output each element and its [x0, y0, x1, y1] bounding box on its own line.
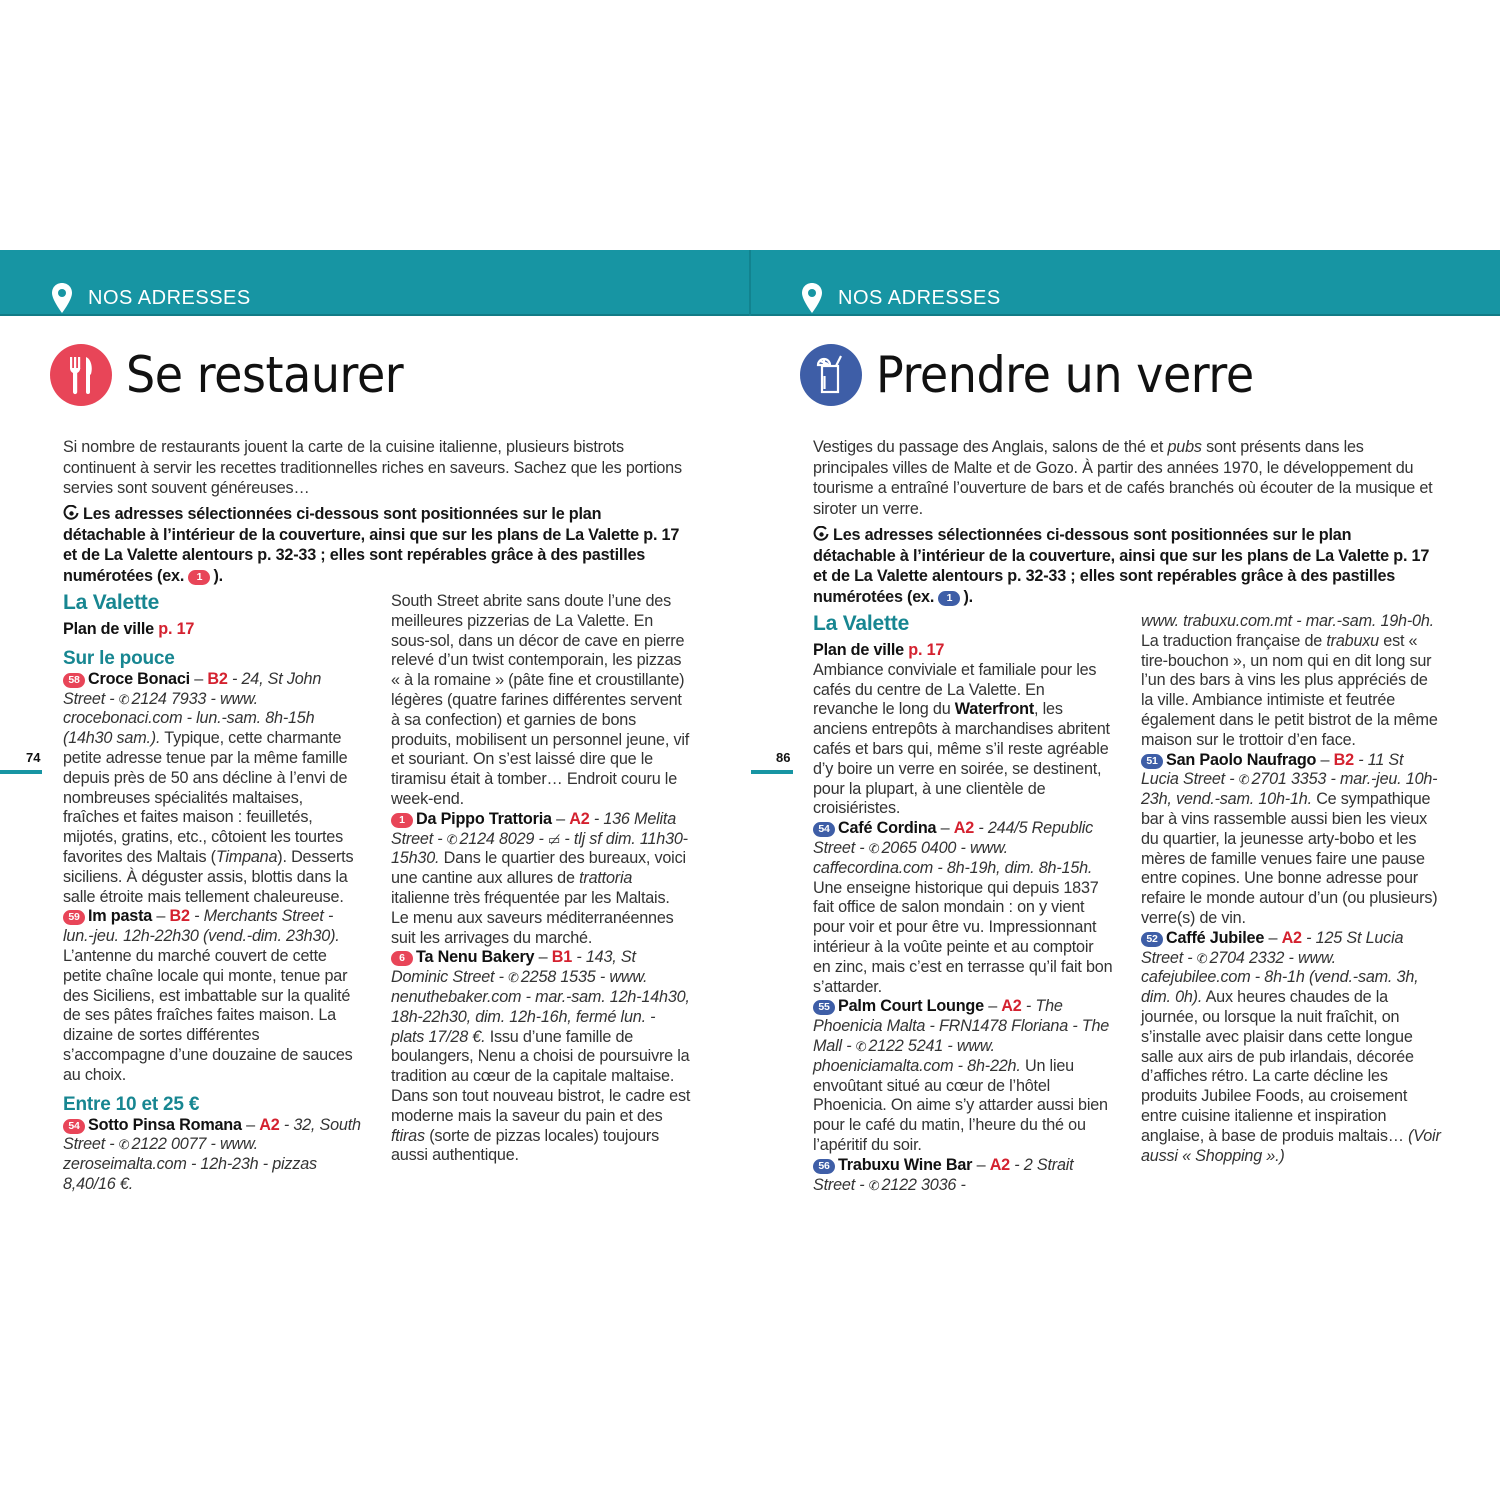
- map-badge: 51: [1141, 754, 1163, 769]
- right-page: [750, 316, 1500, 1316]
- page-title: Prendre un verre: [876, 346, 1254, 404]
- listing-entry: 55 Palm Court Lounge – A2 - The Phoenicia Malta - FRN1478 Floriana - The Mall - ✆ 2122 5241 - www. phoeniciamalta.com - 8h-22h. Un lieu envoûtant situé au cœur de l’hôtel Phoenicia. On aime s’y attarder aussi bien pour le café du matin, l’heure du thé ou l’apéritif du soir.: [813, 997, 1110, 1154]
- fork-knife-icon: [50, 344, 112, 406]
- column-2: [391, 592, 691, 1166]
- section-title-row: [800, 344, 1287, 406]
- page-gutter: [749, 250, 751, 316]
- phone-icon: ✆: [508, 970, 519, 986]
- listing-entry: 54 Sotto Pinsa Romana – A2 - 32, South Street - ✆ 2122 0077 - www. zeroseimalta.com - 12h-23h - pizzas 8,40/16 €.: [63, 1115, 361, 1193]
- banner-label-left: [50, 282, 251, 314]
- listing-entry: 52 Caffé Jubilee – A2 - 125 St Lucia Street - ✆ 2704 2332 - www. cafejubilee.com - 8h-1h (vend.-sam. 3h, dim. 0h). Aux heures chaudes de la journée, ou lorsque la nuit fraîchit, on s’installe avec plaisir dans cette longue salle aux airs de pub irlandais, décorée d’affiches rétro. La carte décline les produits Jubilee Foods, au croisement entre cuisine italienne et inspiration anglaise, à base de produis maltais… (Voir aussi « Shopping ».): [1141, 928, 1441, 1165]
- banner-label-right: [800, 282, 1001, 314]
- map-pin-icon: [50, 282, 74, 314]
- left-page: [0, 316, 750, 1316]
- entry-name: Café Cordina: [838, 819, 937, 838]
- map-badge: 52: [1141, 932, 1163, 947]
- column-1: [813, 611, 1113, 1195]
- banner-text: NOS ADRESSES: [838, 286, 1001, 309]
- plan-page-link[interactable]: p. 17: [158, 620, 195, 638]
- grid-ref: A2: [1001, 997, 1022, 1016]
- page-title: Se restaurer: [126, 346, 404, 404]
- column-2: [1141, 612, 1441, 1166]
- map-note: Les adresses sélectionnées ci-dessous sont positionnées sur le plan détachable à l’intérieur de la couverture, ainsi que sur les plans de La Valette p. 17 et de La Valette alentours p. 32-33 ; elles sont repérables grâce à des pastilles numérotées (ex. 1 ).: [63, 505, 680, 585]
- map-badge: 1: [391, 813, 413, 828]
- section-title-row: [50, 344, 427, 406]
- map-reference-icon: [63, 505, 79, 521]
- no-credit-card-icon: ▭̸: [548, 831, 561, 847]
- page-number: 74: [26, 750, 41, 765]
- entry-name: Croce Bonaci: [88, 669, 190, 688]
- listing-entry: 56 Trabuxu Wine Bar – A2 - 2 Strait Street - ✆ 2122 3036 -: [813, 1155, 1074, 1194]
- banner-text: NOS ADRESSES: [88, 286, 251, 309]
- grid-ref: A2: [569, 809, 590, 828]
- example-badge: 1: [938, 591, 960, 606]
- map-badge: 59: [63, 910, 85, 925]
- page-edge-tab: [0, 770, 42, 774]
- grid-ref: A2: [953, 819, 975, 838]
- city-intro: Ambiance conviviale et familiale pour les cafés du centre de La Valette. En revanche le long du Waterfront, les anciens entrepôts à marchandises abritent cafés et bars qui, même s’il reste agréable d’y boire un verre en soirée, se destinent, pour la plupart, à une clientèle de croisiéristes.: [813, 660, 1110, 818]
- entry-name: Trabuxu Wine Bar: [838, 1155, 973, 1174]
- entry-name: Sotto Pinsa Romana: [88, 1115, 242, 1134]
- grid-ref: A2: [989, 1155, 1010, 1174]
- listing-entry: 1 Da Pippo Trattoria – A2 - 136 Melita Street - ✆ 2124 8029 - ▭̸ - tlj sf dim. 11h30-15h30. Dans le quartier des bureaux, voici une cantine aux allures de trattoria italienne très fréquentée par les Maltais. Le menu aux saveurs méditerranéennes suit les arrivages du marché.: [391, 809, 688, 947]
- entry-name: Ta Nenu Bakery: [416, 948, 535, 967]
- plan-reference: Plan de ville p. 17: [63, 620, 195, 638]
- listing-entry: 51 San Paolo Naufrago – B2 - 11 St Lucia Street - ✆ 2701 3353 - mar.-jeu. 10h-23h, vend.-sam. 10h-1h. Ce sympathique bar à vins rassemble aussi bien les vieux du quartier, la jeunesse arty-bobo et les mères de famille venues faire une pause entre copines. Une bonne adresse pour refaire le monde autour d’un (ou plusieurs) verre(s) de vin.: [1141, 750, 1438, 927]
- grid-ref: B2: [169, 907, 190, 926]
- map-pin-icon: [800, 282, 824, 314]
- map-reference-icon: [813, 526, 829, 542]
- map-badge: 54: [813, 822, 835, 837]
- cocktail-glass-icon: [800, 344, 862, 406]
- phone-icon: ✆: [1238, 772, 1250, 788]
- entry-name: Caffé Jubilee: [1166, 928, 1265, 947]
- grid-ref: A2: [259, 1115, 280, 1134]
- see-also-note: (Voir aussi « Shopping ».): [1141, 1126, 1441, 1165]
- listing-entry: 59 Im pasta – B2 - Merchants Street - lun.-jeu. 12h-22h30 (vend.-dim. 23h30). L’antenne du marché couvert de cette petite chaîne locale qui monte, tenue par des Siciliens, est imbattable sur la qualité de ses pâtes fraîches faites maison. La dizaine de sortes différentes s’accompagne d’une douzaine de sauces au choix.: [63, 907, 353, 1084]
- phone-icon: ✆: [1196, 950, 1208, 966]
- grid-ref: B1: [551, 948, 573, 967]
- map-badge: 55: [813, 1000, 835, 1015]
- plan-reference: Plan de ville p. 17: [813, 641, 945, 659]
- page-edge-tab: [751, 770, 793, 774]
- intro-paragraph: Si nombre de restaurants jouent la carte de la cuisine italienne, plusieurs bistrots continuent à servir les recettes traditionnelles riches en saveurs. Sachez que les portions servies sont souvent généreuses…: [63, 438, 682, 498]
- entry-name: Da Pippo Trattoria: [416, 809, 552, 828]
- entry-name: Im pasta: [88, 907, 153, 926]
- entry-name: San Paolo Naufrago: [1166, 750, 1317, 769]
- category-heading: Entre 10 et 25 €: [63, 1093, 200, 1115]
- example-badge: 1: [188, 570, 210, 585]
- phone-icon: ✆: [868, 1177, 880, 1193]
- column-1: [63, 590, 363, 1195]
- entry-name: Palm Court Lounge: [838, 997, 984, 1016]
- listing-entry-continued: www. trabuxu.com.mt - mar.-sam. 19h-0h. La traduction française de trabuxu est « tire-bouchon », un nom qui en dit long sur l’un des bars à vins les plus appréciés de la ville. Ambiance intimiste et feutrée également dans le petit bistrot de la même maison sur le trottoir d’en face.: [1141, 612, 1438, 749]
- phone-icon: ✆: [446, 831, 458, 847]
- map-badge: 6: [391, 951, 413, 966]
- map-badge: 58: [63, 673, 85, 688]
- map-badge: 56: [813, 1159, 835, 1174]
- grid-ref: B2: [1333, 750, 1354, 769]
- listing-entry: 58 Croce Bonaci – B2 - 24, St John Street - ✆ 2124 7933 - www. crocebonaci.com - lun.-sam. 8h-15h (14h30 sam.). Typique, cette charmante petite adresse tenue par la même famille depuis près de 50 ans décline à l’envi de nombreuses spécialités maltaises, fraîches et faites maison : feuilletés, mijotés, gratins, etc., côtoient les tourtes favorites des Maltais (Timpana). Desserts siciliens. À déguster assis, blottis dans la salle étroite mais tellement chaleureuse.: [63, 669, 354, 906]
- grid-ref: A2: [1281, 928, 1302, 947]
- phone-icon: ✆: [868, 840, 880, 856]
- city-heading: La Valette: [63, 591, 160, 614]
- plan-page-link[interactable]: p. 17: [908, 641, 945, 659]
- map-badge: 54: [63, 1119, 85, 1134]
- listing-entry-continued: South Street abrite sans doute l’une des meilleures pizzerias de La Valette. En sous-sol, dans un décor de cave en pierre relevé d’un twist contemporain, les pizzas « à la romaine » (pâte fine et croustillante) légères (quatre farines différentes servent à sa confection) et garnies de bons produits, mobilisent un personnel jeune, vif et souriant. On s’est laissé dire que le tiramisu était à tomber… Endroit couru le week-end.: [391, 592, 690, 808]
- grid-ref: B2: [207, 669, 228, 688]
- phone-icon: ✆: [855, 1038, 867, 1054]
- map-note: Les adresses sélectionnées ci-dessous sont positionnées sur le plan détachable à l’intérieur de la couverture, ainsi que sur les plans de La Valette p. 17 et de La Valette alentours p. 32-33 ; elles sont repérables grâce à des pastilles numérotées (ex. 1 ).: [813, 526, 1430, 606]
- phone-icon: ✆: [118, 691, 130, 707]
- category-heading: Sur le pouce: [63, 647, 175, 669]
- listing-entry: 54 Café Cordina – A2 - 244/5 Republic Street - ✆ 2065 0400 - www. caffecordina.com - 8h-19h, dim. 8h-15h. Une enseigne historique qui depuis 1837 fait office de salon mondain : on y vient pour voir et pour être vu. Impressionnant intérieur à la voûte peinte et au comptoir en zinc, mais c’est en terrasse qu’il fait bon s’attarder.: [813, 819, 1113, 996]
- page-number: 86: [776, 750, 791, 765]
- phone-icon: ✆: [118, 1137, 130, 1153]
- listing-entry: 6 Ta Nenu Bakery – B1 - 143, St Dominic Street - ✆ 2258 1535 - www. nenuthebaker.com - mar.-sam. 12h-14h30, 18h-22h30, dim. 12h-16h, fermé lun. - plats 17/28 €. Issu d’une famille de boulangers, Nenu a choisi de poursuivre la tradition au cœur de la capitale maltaise. Dans son tout nouveau bistrot, le cadre est moderne mais la saveur du pain et des ftiras (sorte de pizzas locales) toujours aussi authentique.: [391, 948, 691, 1165]
- city-heading: La Valette: [813, 612, 910, 635]
- intro-paragraph: Vestiges du passage des Anglais, salons de thé et pubs sont présents dans les principales villes de Malte et de Gozo. À partir des années 1970, le développement du tourisme a entraîné l’ouverture de bars et de cafés branchés où écouter de la musique et siroter un verre.: [813, 438, 1433, 518]
